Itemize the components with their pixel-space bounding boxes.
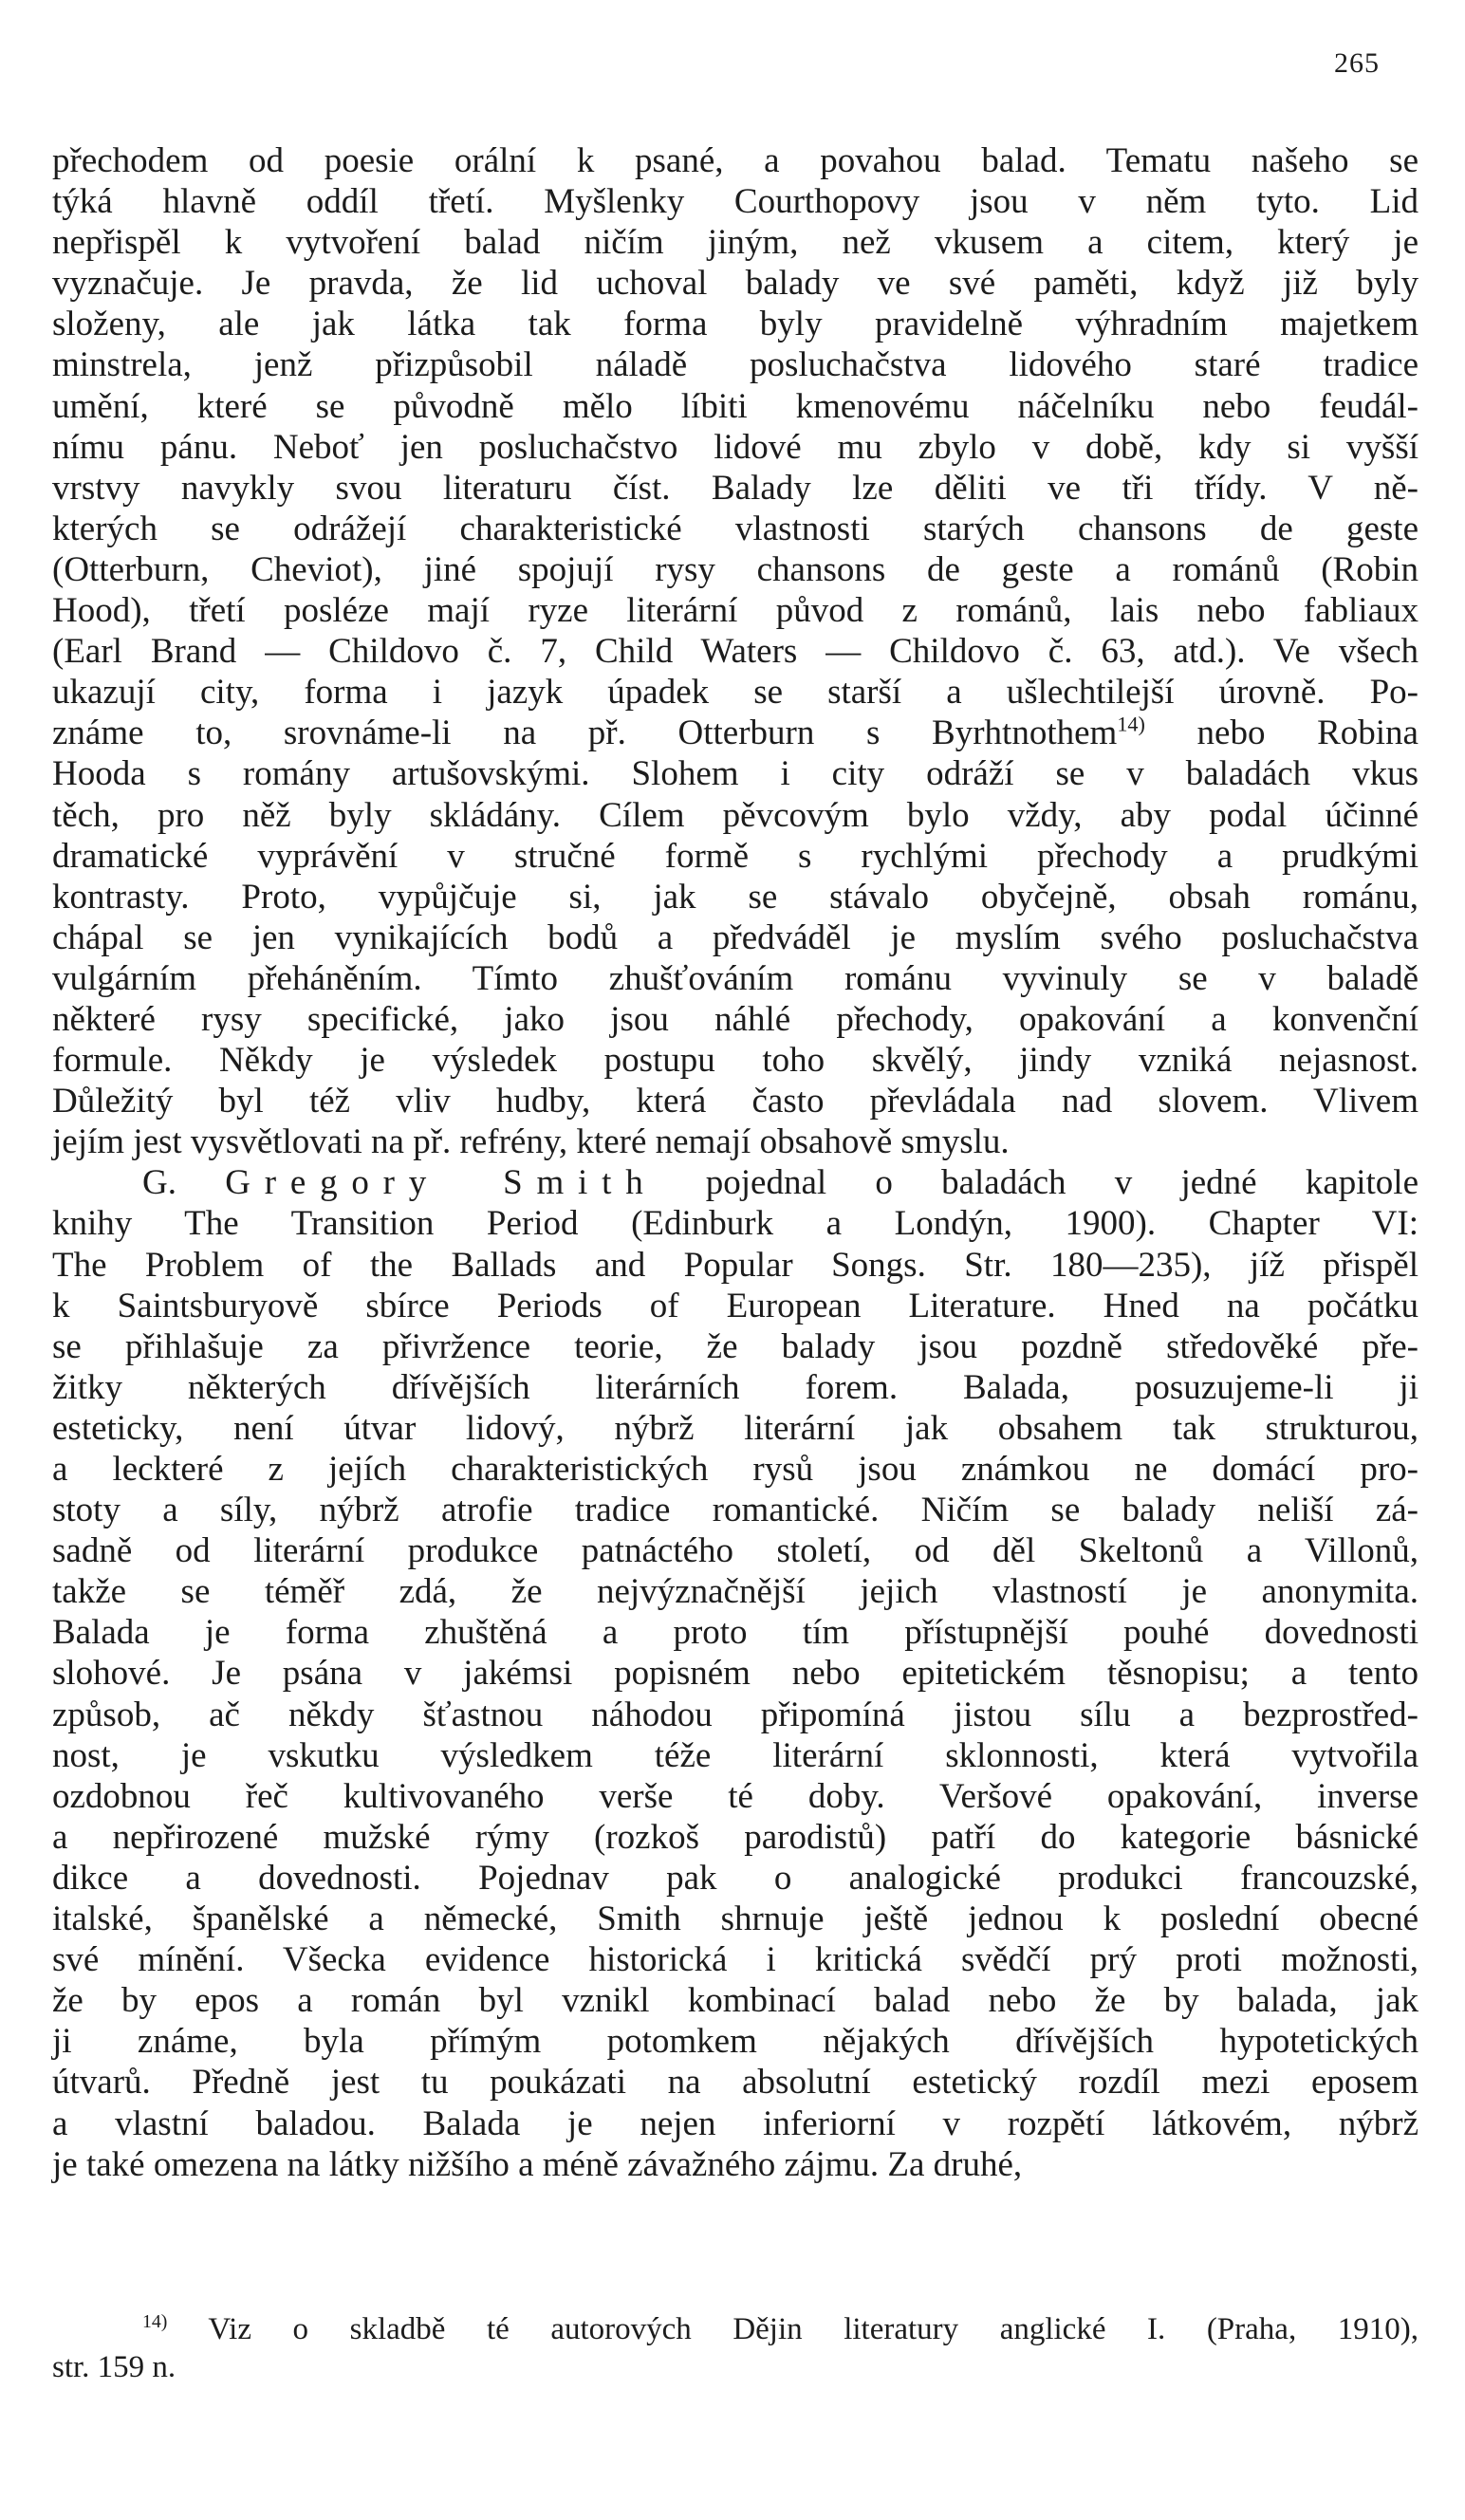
- text-line: umění, které se původně mělo líbiti kmenovému náčelníku nebo feudál-: [52, 386, 1419, 426]
- footnote-marker: 14): [142, 2311, 168, 2332]
- text-line: nost, je vskutku výsledkem téže literární sklonnosti, která vytvořila: [52, 1735, 1419, 1775]
- footnotes: [52, 2310, 1419, 2386]
- text-line: vyznačuje. Je pravda, že lid uchoval balady ve své paměti, když již byly: [52, 264, 1419, 304]
- text-line: vulgárním přeháněním. Tímto zhušťováním románu vyvinuly se v baladě: [52, 958, 1419, 998]
- text-line: kontrasty. Proto, vypůjčuje si, jak se stávalo obyčejně, obsah románu,: [52, 877, 1419, 917]
- text-line: že by epos a román byl vznikl kombinací balad nebo že by balada, jak: [52, 1981, 1419, 2021]
- text-line: útvarů. Předně jest tu poukázati na absolutní estetický rozdíl mezi eposem: [52, 2063, 1419, 2103]
- text-line: Důležitý byl též vliv hudby, která často převládala nad slovem. Vlivem: [52, 1082, 1419, 1121]
- text-line: dramatické vyprávění v stručné formě s rychlými přechody a prudkými: [52, 836, 1419, 876]
- author-initial: G.: [142, 1163, 176, 1203]
- text-line: žitky některých dřívějších literárních forem. Balada, posuzujeme-li ji: [52, 1367, 1419, 1407]
- text-segment: nebo Robina: [1144, 713, 1419, 753]
- text-line: některé rysy specifické, jako jsou náhlé přechody, opakování a konvenční: [52, 999, 1419, 1039]
- text-line: knihy The Transition Period (Edinburk a Londýn, 1900). Chapter VI:: [52, 1204, 1419, 1244]
- text-line: The Problem of the Ballads and Popular Songs. Str. 180—235), jíž přispěl: [52, 1245, 1419, 1285]
- text-line: vrstvy navykly svou literaturu číst. Balady lze děliti ve tři třídy. V ně-: [52, 468, 1419, 508]
- text-line: Hood), třetí posléze mají ryze literární původ z románů, lais nebo fabliaux: [52, 591, 1419, 631]
- text-line: slohové. Je psána v jakémsi popisném nebo epitetickém těsnopisu; a tento: [52, 1654, 1419, 1694]
- text-line: složeny, ale jak látka tak forma byly pravidelně výhradním majetkem: [52, 305, 1419, 344]
- text-line: takže se téměř zdá, že nejvýznačnější jejich vlastností je anonymita.: [52, 1572, 1419, 1612]
- text-line: chápal se jen vynikajících bodů a předváděl je myslím svého posluchačstva: [52, 917, 1419, 957]
- text-line: minstrela, jenž přizpůsobil náladě posluchačstva lidového staré tradice: [52, 345, 1419, 385]
- text-line: těch, pro něž byly skládány. Cílem pěvcovým bylo vždy, aby podal účinné: [52, 795, 1419, 835]
- text-line: italské, španělské a německé, Smith shrnuje ještě jednou k poslední obecné: [52, 1899, 1419, 1939]
- body-text: [52, 140, 1419, 2185]
- page-number: 265: [1334, 47, 1380, 79]
- text-segment: známe to, srovnáme-li na př. Otterburn s Byrhtnothem: [52, 713, 1118, 753]
- text-line: [52, 713, 1419, 753]
- text-line: ji známe, byla přímým potomkem nějakých dřívějších hypotetických: [52, 2022, 1419, 2062]
- text-line: své mínění. Všecka evidence historická i kritická svědčí prý proti možnosti,: [52, 1940, 1419, 1980]
- text-line: ozdobnou řeč kultivovaného verše té doby. Veršové opakování, inverse: [52, 1776, 1419, 1816]
- footnote-line: [52, 2310, 1419, 2348]
- text-line: dikce a dovednosti. Pojednav pak o analogické produkci francouzské,: [52, 1858, 1419, 1898]
- footnote-text: Viz o skladbě té autorových Dějin literatury anglické I. (Praha, 1910),: [167, 2312, 1419, 2346]
- text-line: stoty a síly, nýbrž atrofie tradice romantické. Ničím se balady neliší zá-: [52, 1491, 1419, 1530]
- text-line: esteticky, není útvar lidový, nýbrž literární jak obsahem tak strukturou,: [52, 1408, 1419, 1448]
- text-line: (Otterburn, Cheviot), jiné spojují rysy chansons de geste a románů (Robin: [52, 549, 1419, 589]
- text-line: formule. Někdy je výsledek postupu toho skvělý, jindy vzniká nejasnost.: [52, 1041, 1419, 1081]
- text-line: k Saintsburyově sbírce Periods of European Literature. Hned na počátku: [52, 1286, 1419, 1325]
- text-line: přechodem od poesie orální k psané, a povahou balad. Tematu našeho se: [52, 141, 1419, 180]
- text-line: a vlastní baladou. Balada je nejen inferiorní v rozpětí látkovém, nýbrž: [52, 2103, 1419, 2143]
- text-line: týká hlavně oddíl třetí. Myšlenky Courthopovy jsou v něm tyto. Lid: [52, 182, 1419, 222]
- text-line: (Earl Brand — Childovo č. 7, Child Waters — Childovo č. 63, atd.). Ve všech: [52, 632, 1419, 672]
- text-line: a leckteré z jejích charakteristických rysů jsou známkou ne domácí pro-: [52, 1450, 1419, 1489]
- text-line: Hooda s romány artušovskými. Slohem i city odráží se v baladách vkus: [52, 754, 1419, 794]
- text-line: a nepřirozené mužské rýmy (rozkoš parodistů) patří do kategorie básnické: [52, 1817, 1419, 1857]
- author-name-spaced: Gregory Smith: [225, 1163, 658, 1203]
- text-line: nepřispěl k vytvoření balad ničím jiným, než vkusem a citem, který je: [52, 223, 1419, 263]
- footnote-line: str. 159 n.: [52, 2350, 176, 2384]
- text-line: je také omezena na látky nižšího a méně závažného zájmu. Za druhé,: [52, 2144, 1023, 2184]
- footnote-reference: 14): [1117, 712, 1145, 736]
- text-line: Balada je forma zhuštěná a proto tím přístupnější pouhé dovednosti: [52, 1613, 1419, 1653]
- text-line: [52, 1162, 1419, 1203]
- text-line: jejím jest vysvětlovati na př. refrény, které nemají obsahově smyslu.: [52, 1122, 1010, 1162]
- text-segment: pojednal o baladách v jedné kapitole: [657, 1163, 1419, 1203]
- text-line: se přihlašuje za přivržence teorie, že balady jsou pozdně středověké pře-: [52, 1326, 1419, 1366]
- text-line: sadně od literární produkce patnáctého století, od děl Skeltonů a Villonů,: [52, 1531, 1419, 1571]
- text-line: kterých se odrážejí charakteristické vlastnosti starých chansons de geste: [52, 509, 1419, 548]
- text-line: ukazují city, forma i jazyk úpadek se starší a ušlechtilejší úrovně. Po-: [52, 673, 1419, 713]
- text-line: nímu pánu. Neboť jen posluchačstvo lidové mu zbylo v době, kdy si vyšší: [52, 427, 1419, 467]
- text-line: způsob, ač někdy šťastnou náhodou připomíná jistou sílu a bezprostřed-: [52, 1695, 1419, 1734]
